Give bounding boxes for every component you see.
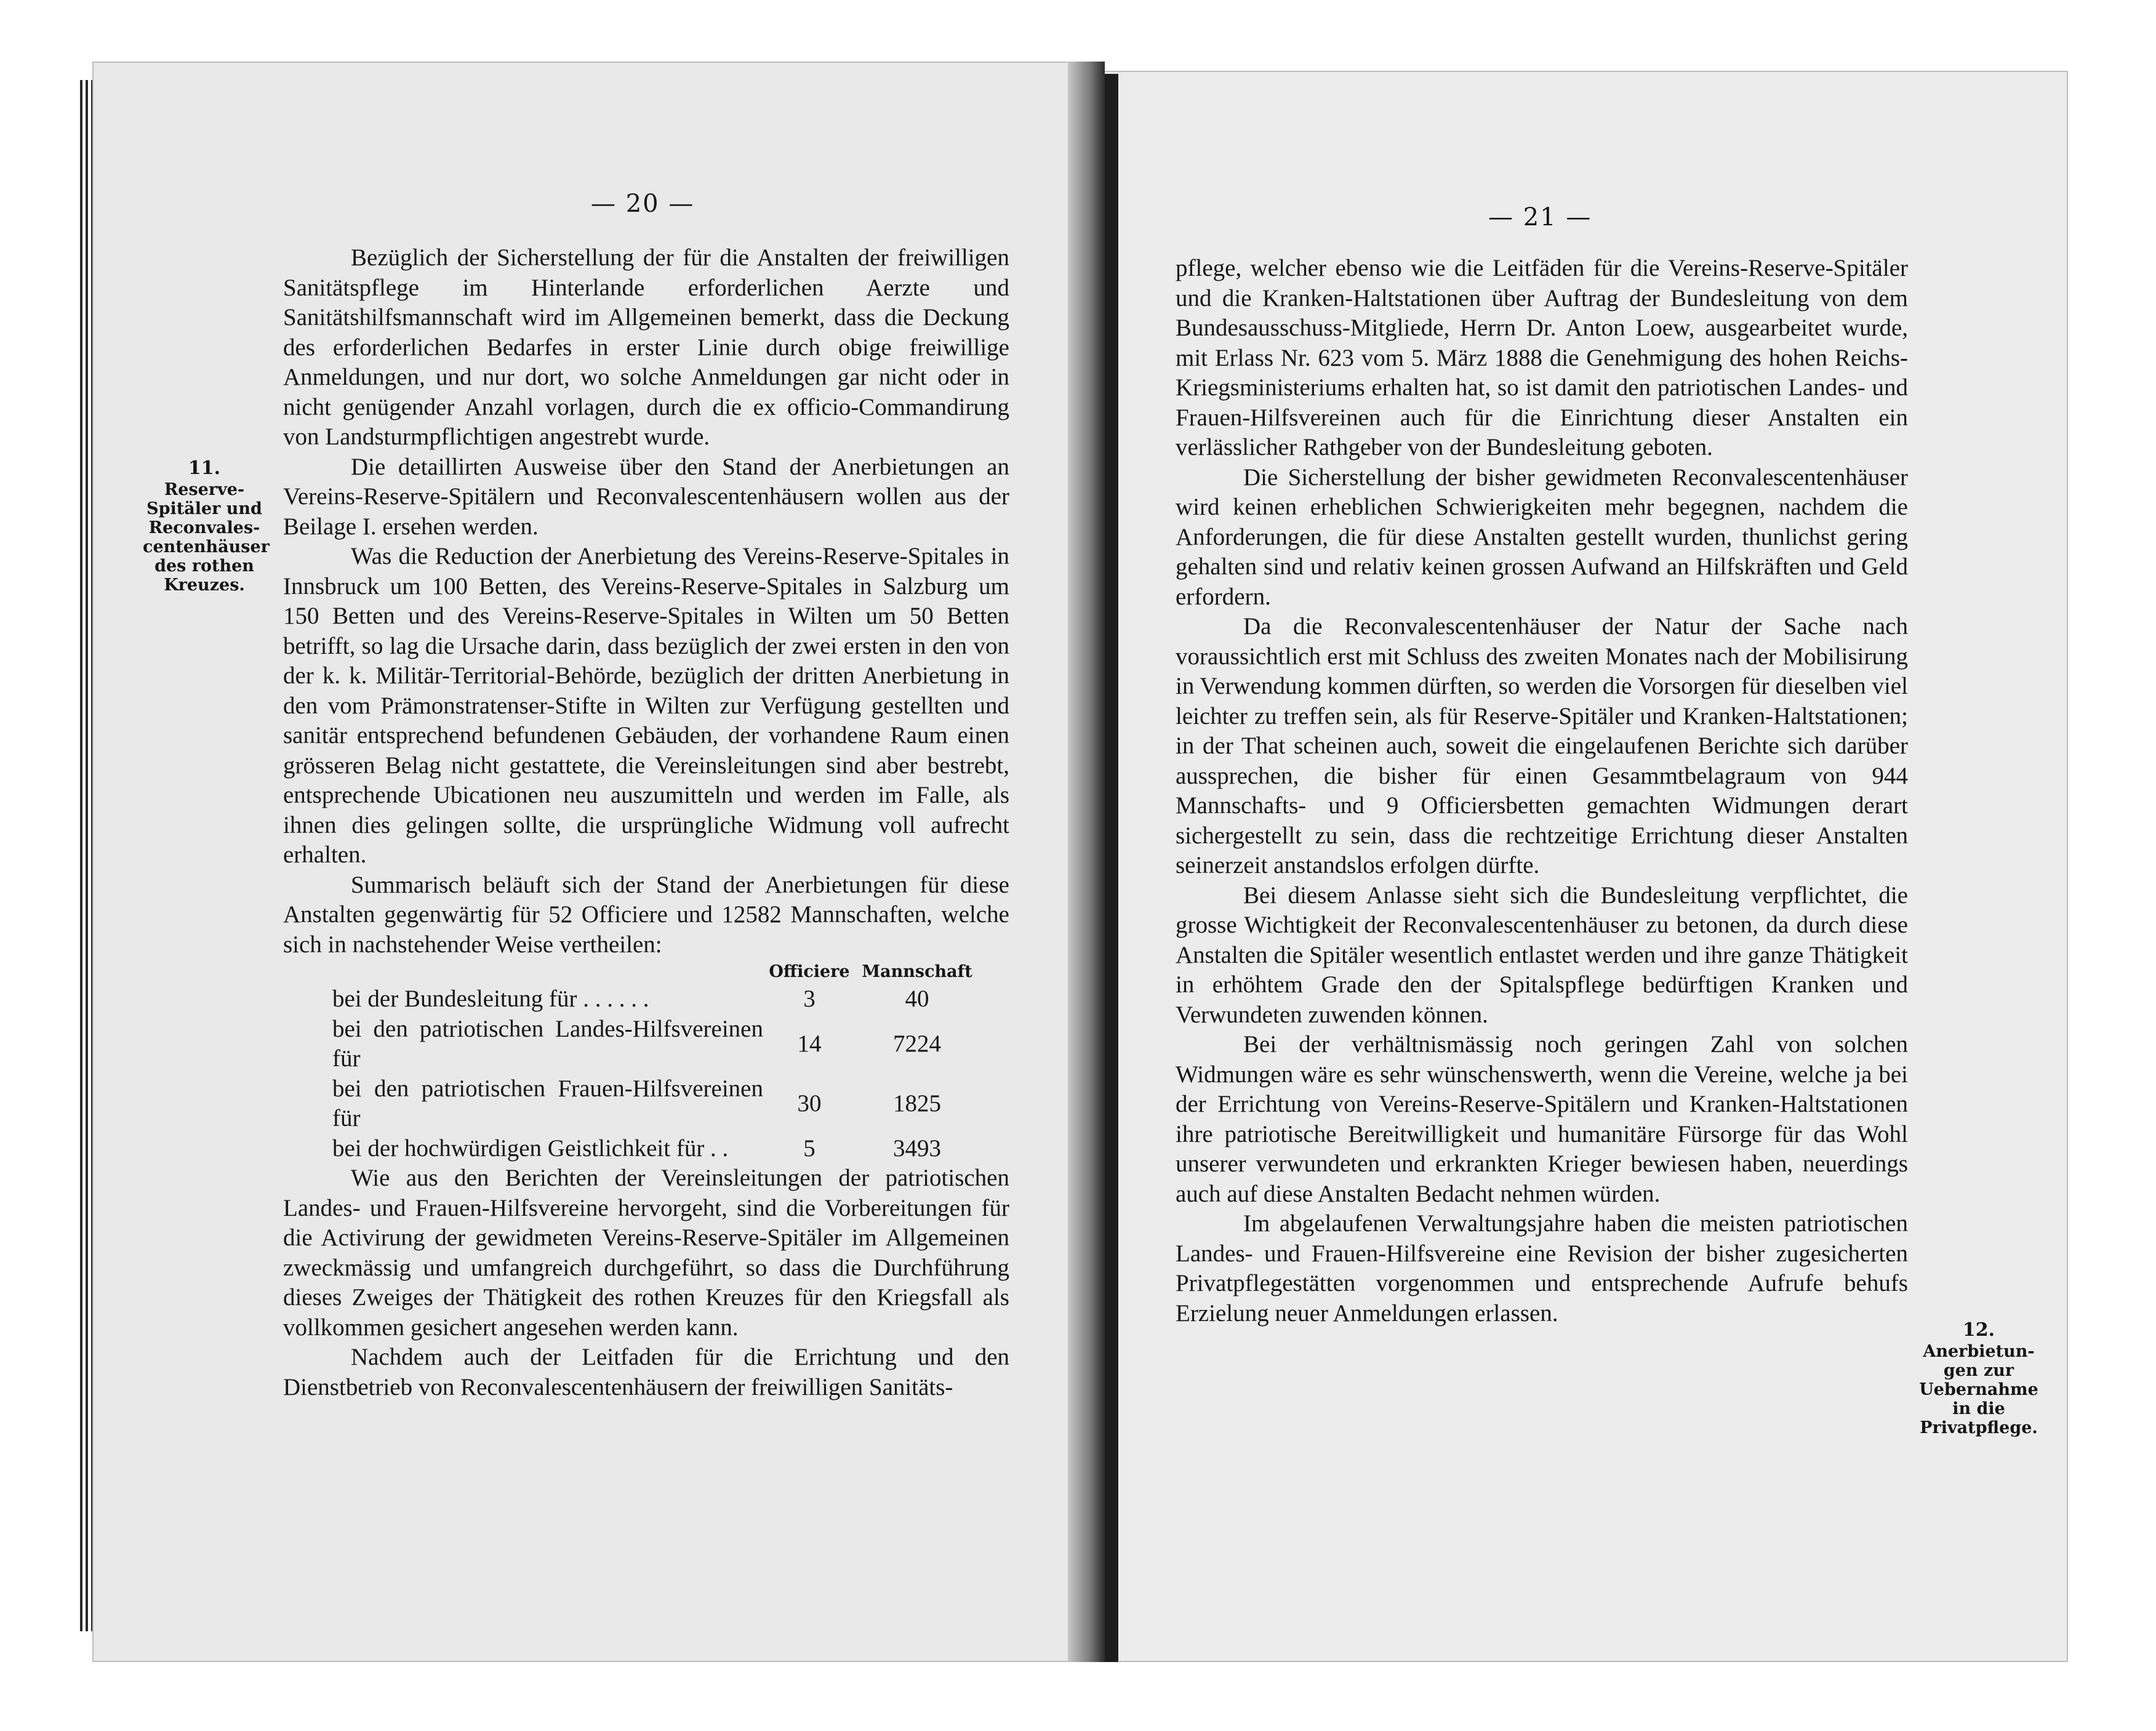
- paragraph: Da die Reconvalescentenhäuser der Natur der Sache nach voraussichtlich erst mit Schluss des zweiten Monates nach der Mobilisirung in Verwendung kommen dürften, so werden die Vorsorgen für dieselben viel leichter zu treffen sein, als für Reserve-Spitäler und Kranken-Haltstationen; in der That scheinen auch, soweit die eingelaufenen Berichte sich darüber aussprechen, die bisher für einen Gesammtbelagraum von 944 Mannschafts- und 9 Officiersbetten gemachten Widmungen derart sichergestellt zu sein, dass die rechtzeitige Errichtung dieser Anstalten seinerzeit anstandslos erfolgen dürfte.: [1176, 613, 1908, 878]
- paragraph: Was die Reduction der Anerbietung des Vereins-Reserve-Spitales in Innsbruck um 100 Betten, des Vereins-Reserve-Spitales in Salzburg um 150 Betten und des Vereins-Reserve-Spitales in Wilten um 50 Betten betrifft, so lag die Ursache darin, dass bezüglich der zwei ersten in den von der k. k. Militär-Territorial-Behörde, bezüglich der dritten Anerbietung in den vom Prämonstratenser-Stifte in Wilten zur Verfügung gestellten und sanitär entsprechend befundenen Gebäuden, der vorhandene Raum einen grösseren Belag nicht gestattete, die Vereinsleitungen sind aber bestrebt, entsprechende Ubicationen neu auszumitteln und werden im Falle, als ihnen dies gelingen sollte, die ursprüngliche Widmung voll aufrecht erhalten.: [283, 543, 1009, 868]
- paragraph: Nachdem auch der Leitfaden für die Errichtung und den Dienstbetrieb von Reconvalescentenhäusern der freiwilligen Sanitäts-: [283, 1344, 1009, 1400]
- sidenote-line: Privatpflege.: [1920, 1418, 2038, 1437]
- right-page-body: [1176, 254, 1908, 1328]
- book-gutter: [1105, 74, 1118, 1662]
- right-sidenote: [1908, 1320, 2050, 1437]
- left-page-body: [283, 243, 1009, 1402]
- paragraph: pflege, welcher ebenso wie die Leitfäden für die Vereins-Reserve-Spitäler und die Kranken-Haltstationen über Auftrag der Bundesleitung von dem Bundesausschuss-Mitgliede, Herrn Dr. Anton Loew, ausgearbeitet wurde, mit Erlass Nr. 623 vom 5. März 1888 die Genehmigung des hohen Reichs-Kriegsministeriums erhalten hat, so ist damit den patriotischen Landes- und Frauen-Hilfsvereinen auch für die Einrichtung dieser Anstalten ein verlässlicher Rathgeber von der Bundesleitung geboten.: [1176, 255, 1908, 460]
- table-row: [332, 1074, 979, 1134]
- paragraph: Wie aus den Berichten der Vereinsleitungen der patriotischen Landes- und Frauen-Hilfsvereine hervorgeht, sind die Vorbereitungen für die Activirung der gewidmeten Vereins-Reserve-Spitäler im Allgemeinen zweckmässig und umfangreich durchgeführt, so dass die Durchführung dieses Zweiges der Thätigkeit des rothen Kreuzes für den Kriegsfall als vollkommen gesichert angesehen werden kann.: [283, 1165, 1009, 1341]
- table-header-officiere: Officiere: [769, 962, 850, 981]
- book-binding-shadow: [1068, 62, 1105, 1662]
- distribution-table: [332, 960, 979, 1163]
- paragraph: Summarisch beläuft sich der Stand der Anerbietungen für diese Anstalten gegenwärtig für 52 Officiere und 12582 Mannschaften, welche sich in nachstehender Weise vertheilen:: [283, 871, 1009, 958]
- sidenote-line: Anerbietun-: [1923, 1342, 2035, 1361]
- left-sidenote: [143, 457, 270, 595]
- table-cell-mannschaft: 40: [905, 986, 929, 1012]
- sidenote-line: in die: [1952, 1399, 2005, 1418]
- table-cell-label: bei der Bundesleitung für . . . . . .: [332, 986, 649, 1012]
- table-cell-officiere: 5: [803, 1135, 816, 1162]
- paragraph: Bei diesem Anlasse sieht sich die Bundesleitung verpflichtet, die grosse Wichtigkeit der Reconvalescentenhäuser zu betonen, da durch diese Anstalten die Spitäler wesentlich entlastet werden und ihre ganze Thätigkeit in erhöhtem Grade den der Spitalspflege bedürftigen Kranken und Verwundeten zuwenden können.: [1176, 882, 1908, 1028]
- sidenote-line: des rothen: [154, 556, 254, 576]
- sidenote-line: Kreuzes.: [164, 576, 245, 595]
- table-cell-label: bei der hochwürdigen Geistlichkeit für . .: [332, 1135, 729, 1162]
- paragraph: Die detaillirten Ausweise über den Stand der Anerbietungen an Vereins-Reserve-Spitälern und Reconvalescentenhäusern wollen aus der Beilage I. ersehen werden.: [283, 453, 1009, 540]
- sidenote-line: Reserve-: [164, 480, 245, 499]
- table-header: [332, 960, 763, 984]
- table-cell-officiere: 3: [803, 986, 816, 1012]
- table-cell-officiere: 14: [797, 1030, 822, 1057]
- table-cell-mannschaft: 3493: [893, 1135, 941, 1162]
- table-row: [332, 1014, 979, 1074]
- paragraph: Bezüglich der Sicherstellung der für die Anstalten der freiwilligen Sanitätspflege im Hinterlande erforderlichen Aerzte und Sanitätshilfsmannschaft wird im Allgemeinen bemerkt, dass die Deckung des erforderlichen Bedarfes in erster Linie durch obige freiwillige Anmeldungen, und nur dort, wo solche Anmeldungen gar nicht oder in nicht genügender Anzahl vorlagen, durch die ex officio-Commandirung von Landsturmpflichtigen angestrebt wurde.: [283, 244, 1009, 450]
- table-row: [332, 1134, 979, 1164]
- table-cell-label: bei den patriotischen Frauen-Hilfsvereinen für: [332, 1075, 763, 1131]
- paragraph: Im abgelaufenen Verwaltungsjahre haben die meisten patriotischen Landes- und Frauen-Hilfsvereine eine Revision der bisher zugesicherten Privatpflegestätten vorgenommen und entsprechende Aufrufe behufs Erzielung neuer Anmeldungen erlassen.: [1176, 1210, 1908, 1327]
- sidenote-number: 11.: [188, 457, 221, 479]
- table-cell-mannschaft: 7224: [893, 1030, 941, 1057]
- paragraph: Bei der verhältnismässig noch geringen Zahl von solchen Widmungen wäre es sehr wünschenswerth, wenn die Vereine, welche ja bei der Errichtung von Vereins-Reserve-Spitälern und Kranken-Haltstationen ihre patriotische Bereitwilligkeit und humanitäre Fürsorge für das Wohl unserer verwundeten und erkrankten Krieger bewiesen haben, neuerdings auch auf diese Anstalten Bedacht nehmen würden.: [1176, 1031, 1908, 1207]
- sidenote-line: Reconvales-: [148, 518, 260, 537]
- table-header-mannschaft: Mannschaft: [862, 962, 972, 981]
- sidenote-line: Spitäler und: [146, 499, 262, 518]
- table-cell-mannschaft: 1825: [893, 1090, 941, 1117]
- table-cell-officiere: 30: [797, 1090, 822, 1117]
- table-header-row: [332, 960, 979, 984]
- left-page-number: — 20 —: [591, 190, 695, 218]
- table-cell-label: bei den patriotischen Landes-Hilfsvereinen für: [332, 1015, 763, 1072]
- sidenote-number: 12.: [1962, 1319, 1995, 1341]
- sidenote-line: gen zur: [1943, 1361, 2014, 1380]
- table-row: [332, 984, 979, 1014]
- right-page-number: — 21 —: [1488, 203, 1592, 231]
- sidenote-line: centenhäuser: [143, 537, 270, 556]
- sidenote-line: Uebernahme: [1919, 1380, 2038, 1399]
- paragraph: Die Sicherstellung der bisher gewidmeten Reconvalescentenhäuser wird keinen erheblichen Schwierigkeiten mehr begegnen, nachdem die Anforderungen, die für diese Anstalten gestellt wurden, thunlichst gering gehalten sind und relativ keinen grossen Aufwand an Hilfskräften und Geld erfordern.: [1176, 464, 1908, 610]
